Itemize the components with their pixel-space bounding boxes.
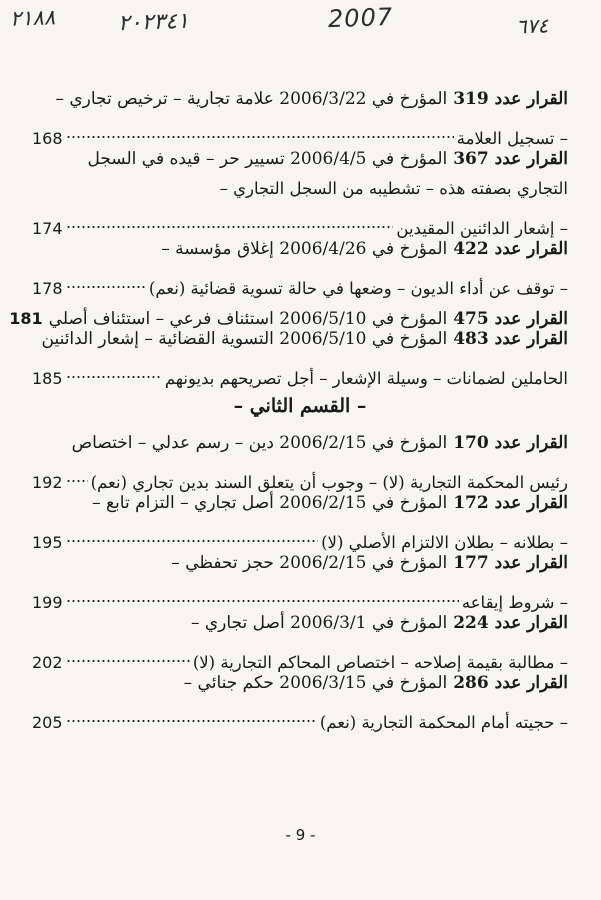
handwritten-note-right: ٦٧٤: [515, 13, 549, 39]
page-number: 174: [32, 219, 63, 238]
page-folio: - 9 -: [285, 826, 316, 844]
page-number: 168: [32, 129, 63, 148]
toc-entry-heading: القرار عدد 422 المؤرخ في 2006/4/26 إغلاق مؤسسة –: [161, 239, 568, 259]
page-number: 185: [32, 369, 63, 388]
toc-entry-page-row: – تسجيل العلامة 168: [32, 114, 568, 144]
toc-entry-page-row: – حجيته أمام المحكمة التجارية (نعم) 205: [32, 698, 568, 728]
toc-entry-page-row: – شروط إيقاعه 199: [32, 578, 568, 608]
page-number: 202: [32, 653, 63, 672]
toc-entry-page-row: – إشعار الدائنين المقيدين 174: [32, 204, 568, 234]
toc-entry-page-row: – بطلانه – بطلان الالتزام الأصلي (لا) 195: [32, 518, 568, 548]
page-number: 181: [9, 309, 43, 328]
toc-entry-page-row: القرار عدد 475 المؤرخ في 2006/5/10 استئناف فرعي – استئناف أصلي 181: [32, 294, 568, 324]
page-number: 199: [32, 593, 63, 612]
toc-entry-page-row: رئيس المحكمة التجارية (لا) – وجوب أن يتعلق السند بدين تجاري (نعم) 192: [32, 458, 568, 488]
toc-entry-heading: القرار عدد 172 المؤرخ في 2006/2/15 أصل تجاري – التزام تابع –: [92, 493, 568, 513]
toc-entry-continuation: التجاري بصفته هذه – تشطيبه من السجل التجاري –: [219, 179, 568, 198]
toc-entry-heading: القرار عدد 319 المؤرخ في 2006/3/22 علامة تجارية – ترخيص تجاري –: [55, 89, 568, 109]
toc-entry-page-row: – توقف عن أداء الديون – وضعها في حالة تسوية قضائية (نعم) 178: [32, 264, 568, 294]
toc-entry-heading: القرار عدد 170 المؤرخ في 2006/2/15 دين – رسم عدلي – اختصاص: [71, 433, 568, 453]
page-number: 192: [32, 473, 63, 492]
page-number: 205: [32, 713, 63, 732]
toc-entry-page-row: الحاملين لضمانات – وسيلة الإشعار – أجل تصريحهم بديونهم 185: [32, 354, 568, 384]
handwritten-note-year: 2007: [327, 2, 394, 34]
toc-entry-heading: القرار عدد 177 المؤرخ في 2006/2/15 حجز تحفظي –: [171, 553, 568, 573]
toc-entry-heading: القرار عدد 224 المؤرخ في 2006/3/1 أصل تجاري –: [190, 613, 568, 633]
toc-entry-page-row: – مطالبة بقيمة إصلاحه – اختصاص المحاكم التجارية (لا) 202: [32, 638, 568, 668]
toc-entry-heading: القرار عدد 286 المؤرخ في 2006/3/15 حكم جنائي –: [183, 673, 568, 693]
table-of-contents: [9, 84, 568, 732]
page-number: 178: [32, 279, 63, 298]
handwritten-note-reference: ٢٠٢٣٤١: [117, 8, 190, 37]
handwritten-note-left: ٢١٨٨: [9, 5, 56, 31]
page-number: 195: [32, 533, 63, 552]
toc-entry-heading: القرار عدد 367 المؤرخ في 2006/4/5 تسيير حر – قيده في السجل: [87, 149, 568, 169]
section-title: – القسم الثاني –: [233, 395, 367, 417]
toc-entry-heading: القرار عدد 483 المؤرخ في 2006/5/10 التسوية القضائية – إشعار الدائنين: [41, 329, 568, 349]
